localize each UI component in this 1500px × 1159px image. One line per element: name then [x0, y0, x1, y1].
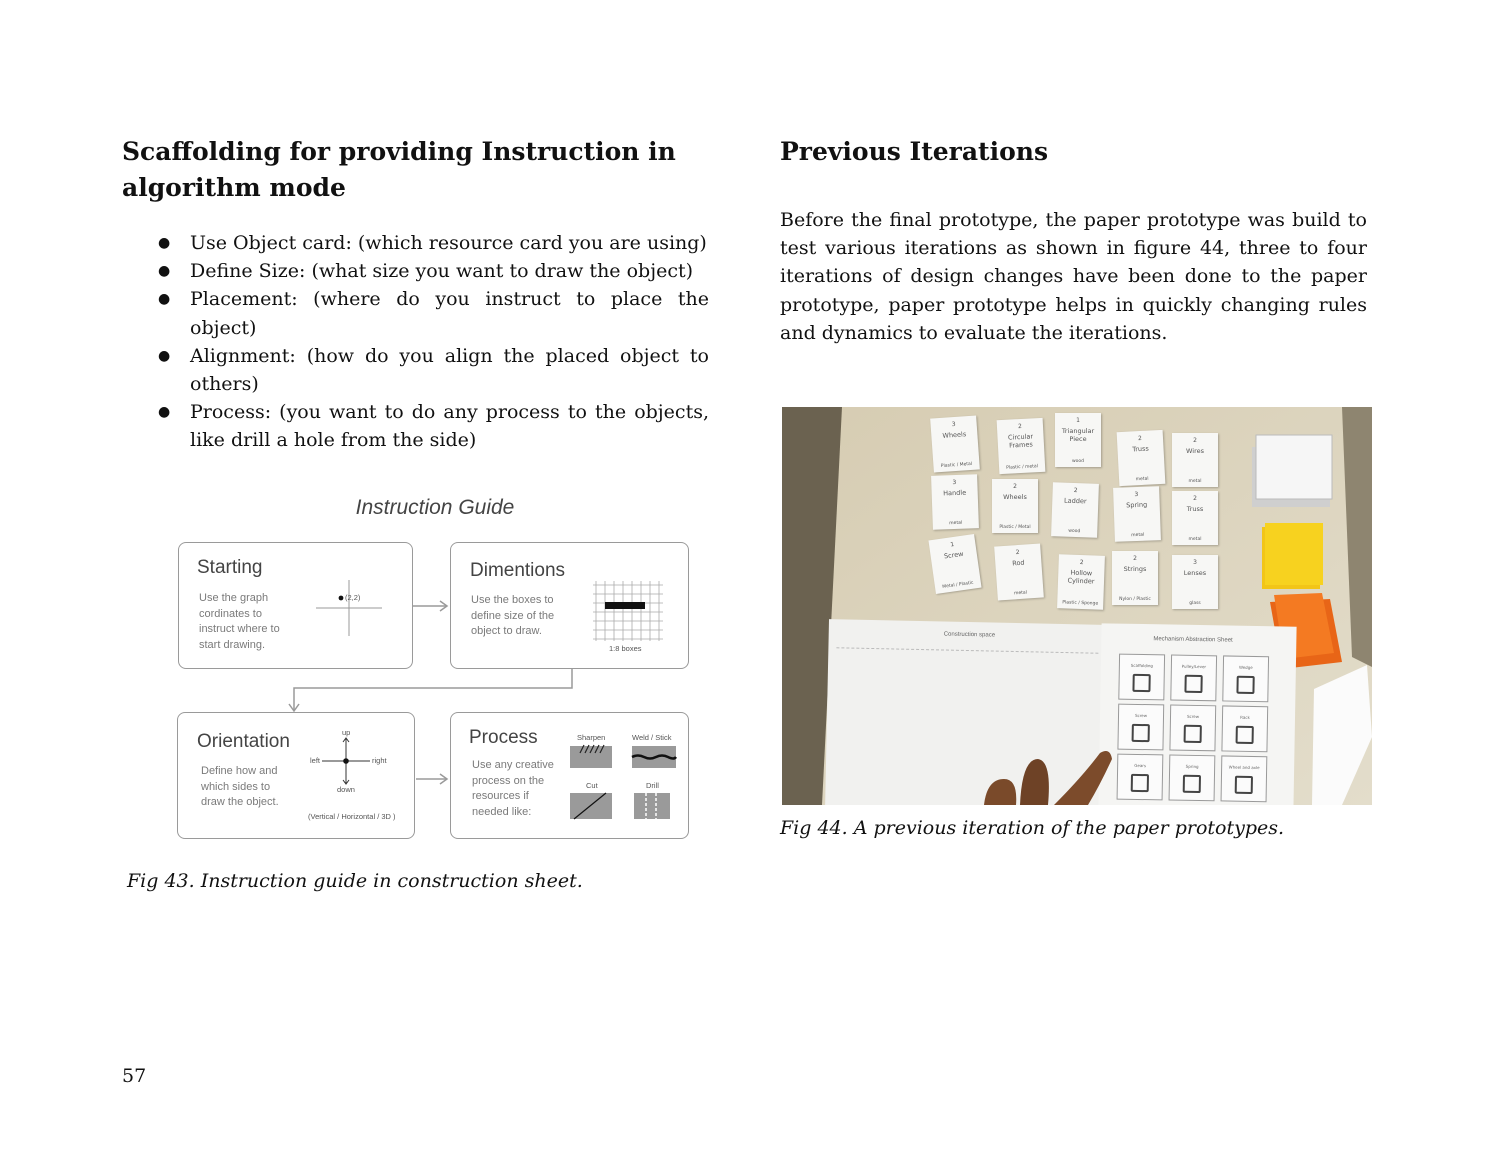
orientation-box [177, 712, 415, 839]
card-count: 3 [952, 478, 957, 487]
card-count: 2 [1193, 495, 1197, 502]
card-count: 2 [1073, 486, 1078, 495]
op-sharpen-label: Sharpen [577, 733, 606, 742]
point-label: (2,2) [345, 593, 361, 602]
card-name: Wheels [1003, 493, 1027, 501]
starting-desc: Use the graph cordinates to instruct where to start drawing. [199, 592, 280, 651]
mechanism-cell-label: Wheel and axle [1228, 764, 1260, 771]
mechanism-cell-label: Screw [1134, 712, 1148, 719]
dimentions-desc: Use the boxes to define size of the object to draw. [471, 594, 555, 637]
card-count: 2 [1079, 558, 1084, 567]
mechanism-cell-label: Pulley/Lever [1181, 663, 1207, 670]
card-material: metal [1131, 532, 1145, 539]
card-count: 2 [1193, 437, 1197, 444]
card-material: metal [1188, 537, 1202, 542]
cut-icon [570, 793, 612, 819]
op-cut-label: Cut [586, 781, 598, 790]
card-count: 3 [951, 420, 956, 429]
card-name: Spring [1126, 500, 1148, 510]
card-count: 2 [1013, 483, 1017, 490]
left-heading-line1: Scaffolding for providing Instruction in [122, 137, 676, 166]
card-name: Lenses [1183, 569, 1207, 577]
card-material: Plastic / metal [1006, 464, 1039, 471]
bullet-dot-icon: ● [158, 263, 171, 280]
op-weld-label: Weld / Stick [632, 733, 672, 742]
starting-box [178, 542, 413, 669]
card-name: Wheels [942, 430, 967, 440]
mechanism-label: Mechanism Abstraction Sheet [1153, 636, 1233, 644]
grid-label: 1:8 boxes [609, 644, 642, 653]
bullet-dot-icon: ● [158, 235, 171, 251]
right-label: right [372, 756, 387, 765]
bullet-item: ● Define Size: (what size you want to draw the object) [122, 257, 709, 285]
card-count: 3 [1134, 490, 1139, 499]
card-material: metal [1188, 479, 1202, 484]
card-count: 2 [1015, 548, 1020, 557]
page-number: 57 [122, 1065, 147, 1087]
card-name: Wires [1185, 447, 1204, 455]
card-name: Truss [1186, 505, 1204, 513]
card-count: 1 [1076, 417, 1080, 424]
sharpen-icon [570, 746, 612, 768]
bullet-dot-icon: ● [158, 347, 171, 364]
prototype-photo [782, 407, 1372, 805]
instruction-guide-figure [170, 490, 700, 850]
left-heading-line2: algorithm mode [122, 173, 346, 202]
card-material: metal [1013, 590, 1028, 597]
orientation-title: Orientation [197, 731, 290, 752]
mechanism-cell-label: Gears [1134, 762, 1147, 769]
mechanism-cell-label: Rack [1240, 714, 1250, 720]
mechanism-cell-label: Spring [1185, 763, 1199, 770]
process-title: Process [469, 727, 538, 748]
card-count: 2 [1017, 422, 1023, 431]
process-ops-icons [566, 731, 684, 829]
card-material: metal [949, 520, 963, 527]
fig44-caption: Fig 44. A previous iteration of the paper prototypes. [780, 817, 1285, 839]
starting-title: Starting [197, 557, 263, 578]
op-drill-label: Drill [646, 781, 659, 790]
card-count: 2 [1133, 555, 1137, 562]
card-material: Nylon / Plastic [1119, 597, 1151, 602]
construction-label: Construction space [943, 631, 996, 639]
card-material: wood [1068, 528, 1081, 535]
card-count: 2 [1137, 434, 1143, 443]
card-material: Plastic / Sponge [1062, 600, 1099, 607]
coordinate-axes-icon [314, 578, 384, 638]
figure-title: Instruction Guide [355, 496, 515, 519]
card-count: 1 [949, 540, 955, 549]
card-material: glass [1189, 601, 1201, 606]
dimentions-title: Dimentions [470, 560, 566, 581]
card-name: Triangular Piece [1061, 427, 1095, 443]
mechanism-cell-label: Wedge [1238, 664, 1253, 670]
card-name: Rod [1011, 558, 1025, 568]
hand-drawing [782, 407, 1372, 805]
size-grid-icon [591, 581, 666, 653]
dimentions-box [450, 542, 689, 669]
card-name: Screw [943, 549, 964, 561]
drill-icon [634, 793, 670, 819]
card-material: Metal / Plastic [942, 580, 974, 590]
card-name: Ladder [1063, 496, 1087, 506]
modes-label: (Vertical / Horizontal / 3D ) [308, 812, 396, 821]
card-name: Truss [1132, 444, 1150, 454]
process-desc: Use any creative process on the resources if needed like: [472, 759, 554, 818]
mechanism-cell-label: Screw [1186, 713, 1200, 720]
left-label: left [310, 756, 321, 765]
orientation-compass-icon [308, 721, 408, 821]
right-heading: Previous Iterations [780, 137, 1049, 166]
up-label: up [342, 728, 351, 737]
bullet-item: ● Placement: (where do you instruct to place the object) [122, 285, 709, 341]
card-material: Plastic / Metal [940, 461, 973, 470]
down-label: down [337, 785, 355, 794]
card-name: Hollow Cylinder [1067, 568, 1095, 586]
orientation-desc: Define how and which sides to draw the object. [201, 765, 279, 808]
left-heading [122, 134, 676, 206]
bullet-item: ● Use Object card: (which resource card you are using) [122, 229, 709, 257]
instruction-bullet-list [122, 229, 709, 455]
card-material: Plastic / Metal [999, 525, 1031, 530]
card-name: Handle [943, 488, 967, 498]
card-material: wood [1071, 459, 1085, 464]
bullet-item: ● Alignment: (how do you align the placed object to others) [122, 342, 709, 398]
mechanism-cell-label: Scaffolding [1130, 662, 1154, 669]
bullet-dot-icon: ● [158, 291, 171, 308]
card-material: metal [1135, 476, 1149, 483]
fig43-caption: Fig 43. Instruction guide in construction sheet. [127, 870, 583, 892]
card-name: Circular Frames [1007, 432, 1034, 450]
bullet-item: ● Process: (you want to do any process to the objects, like drill a hole from the side) [122, 398, 709, 454]
bullet-dot-icon: ● [158, 404, 171, 421]
process-box [450, 712, 689, 839]
card-count: 3 [1193, 559, 1197, 566]
previous-iterations-paragraph: Before the final prototype, the paper prototype was build to test various iterations as shown in figure 44, three to four iterations of design changes have been done to the paper prototype, paper prototype helps in quickly changing rules and dynamics to evaluate the iterations. [780, 209, 1367, 344]
card-name: Strings [1123, 565, 1147, 573]
